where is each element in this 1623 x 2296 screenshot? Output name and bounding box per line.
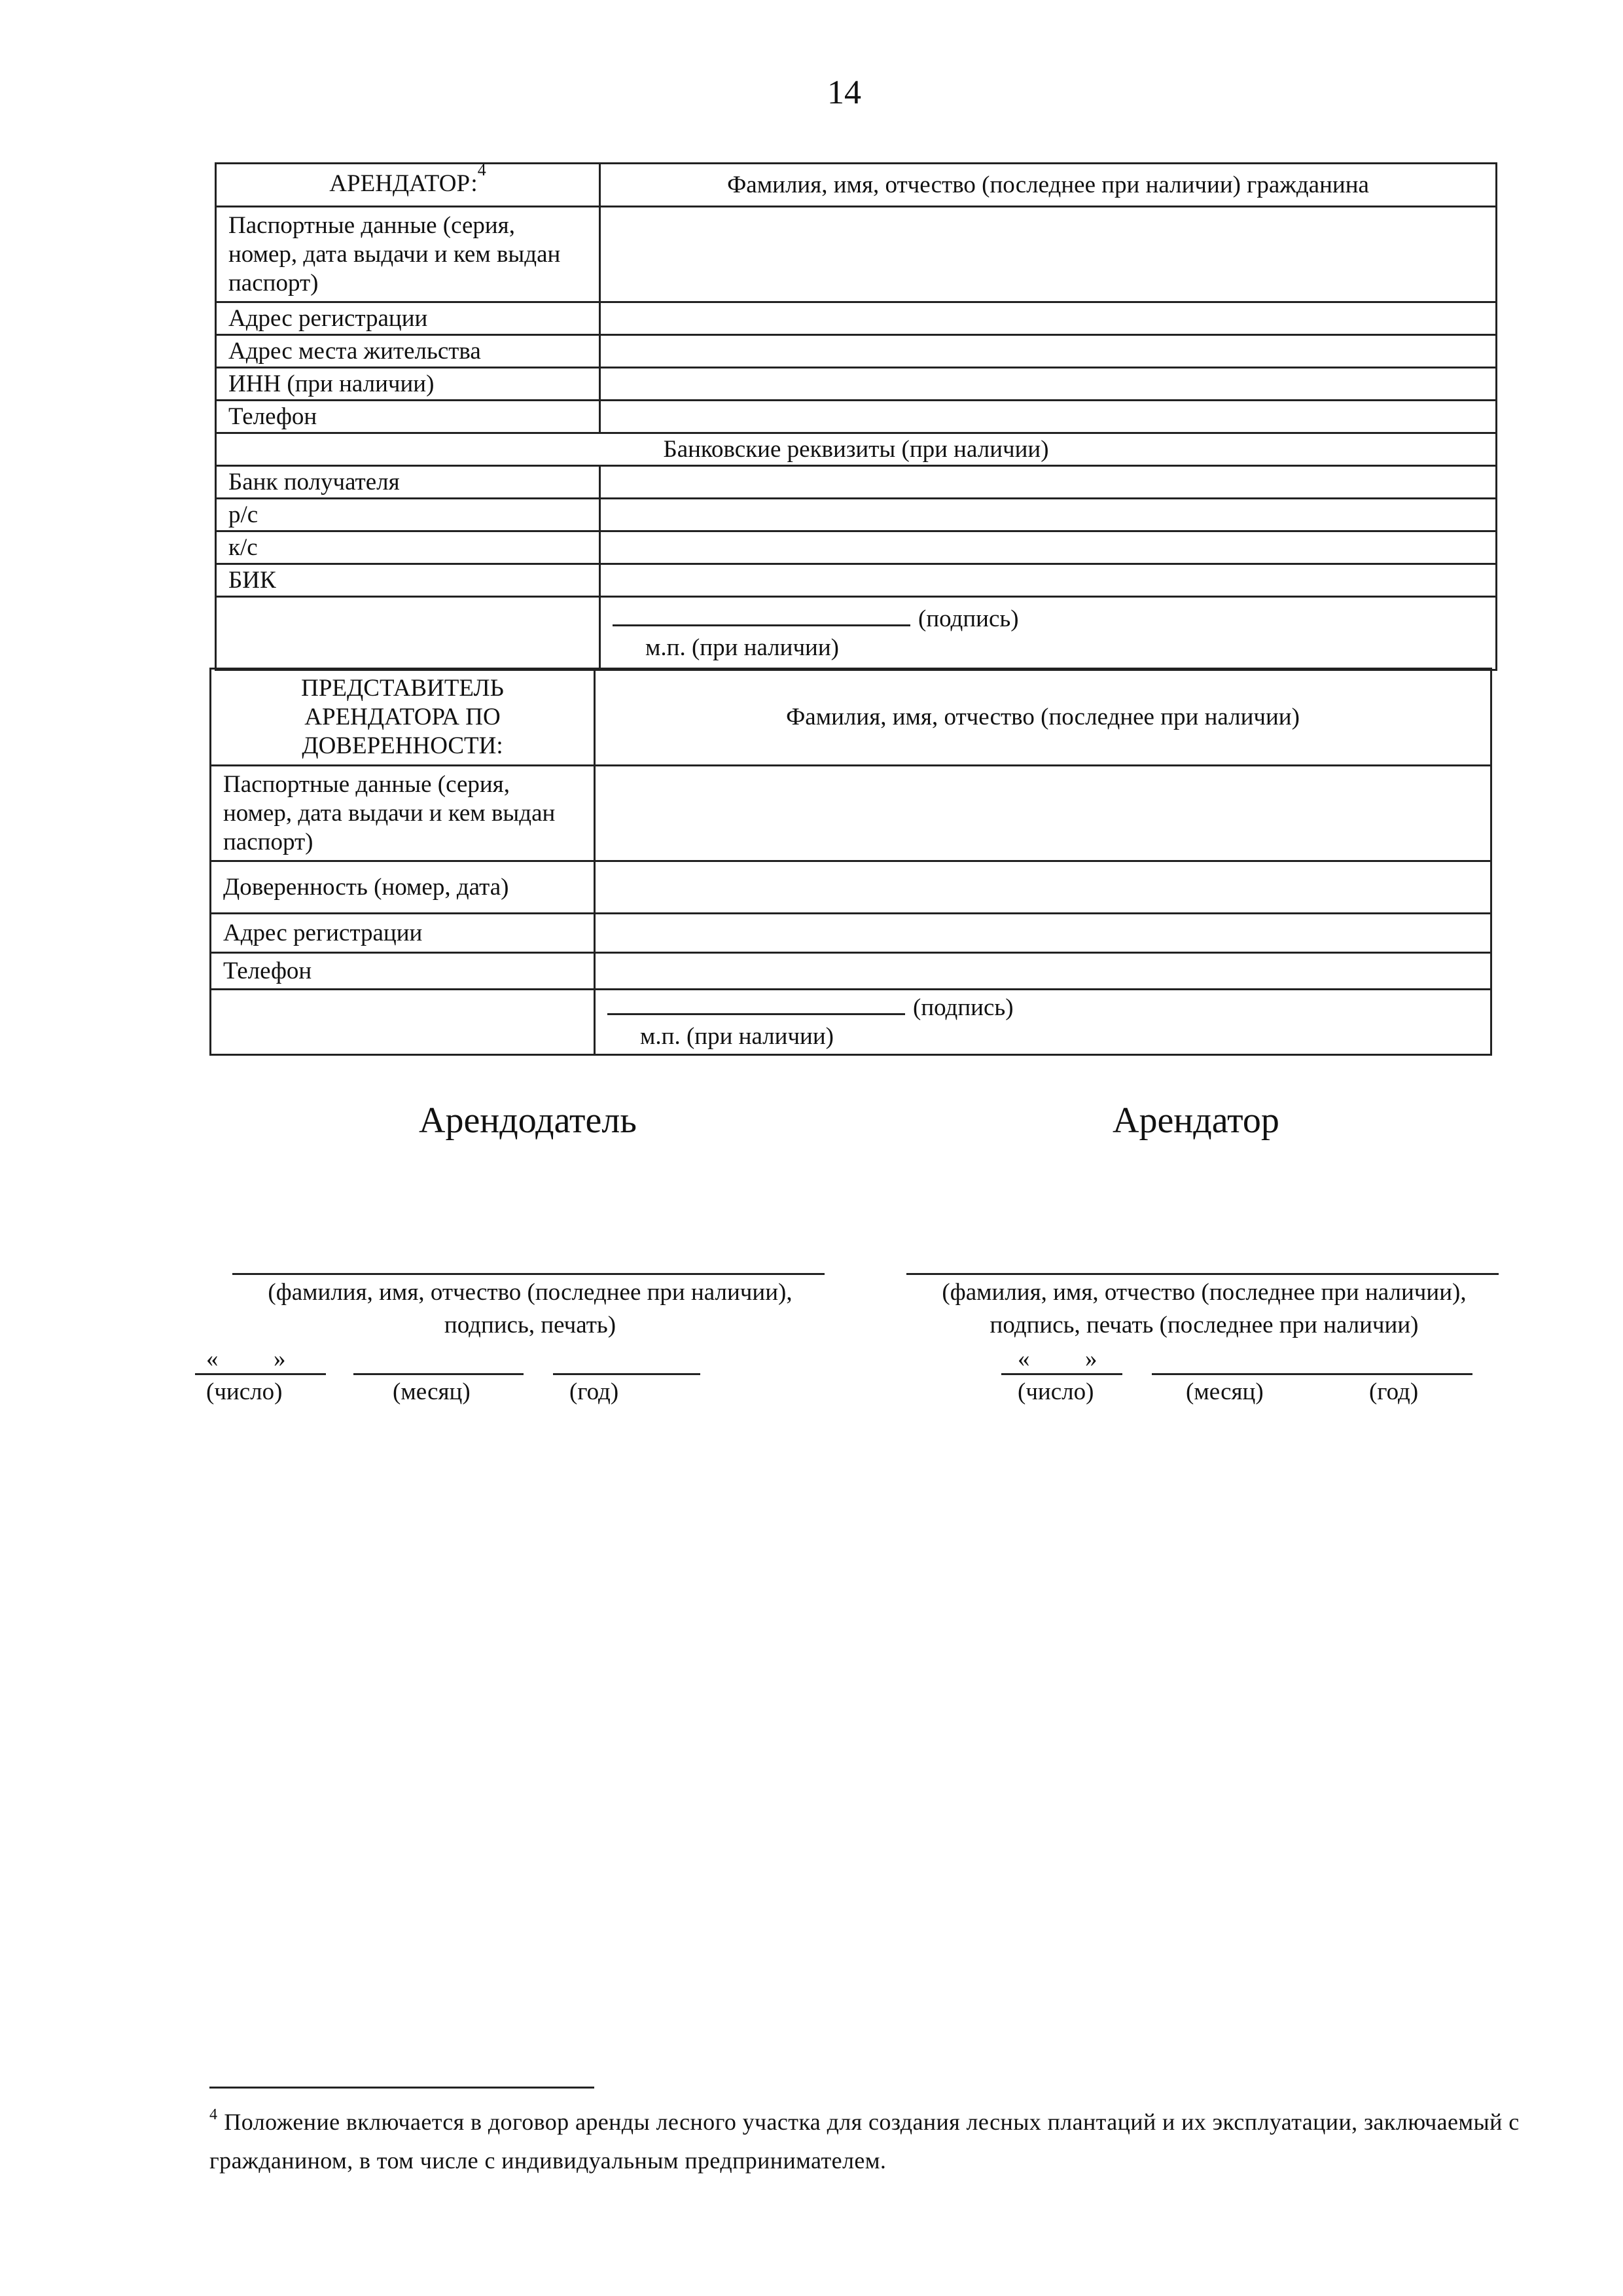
tenant-day-label: (число): [1018, 1378, 1094, 1405]
signature-line: [613, 605, 910, 626]
tenant-details-table: [215, 162, 1497, 671]
landlord-quote-open: «: [206, 1346, 219, 1372]
field-registration-address[interactable]: [600, 302, 1497, 335]
row-label-inn: ИНН (при наличии): [216, 368, 600, 401]
bank-details-header: Банковские реквизиты (при наличии): [216, 433, 1497, 466]
table-row: [211, 766, 1491, 861]
field-inn[interactable]: [600, 368, 1497, 401]
table-row: [216, 207, 1497, 302]
row-label-passport: Паспортные данные (серия, номер, дата выдачи и кем выдан паспорт): [211, 766, 595, 861]
table-row: [216, 531, 1497, 564]
table-row: [211, 914, 1491, 953]
field-passport[interactable]: [600, 207, 1497, 302]
row-label-settlement-account: р/с: [216, 499, 600, 531]
field-rep-passport[interactable]: [595, 766, 1491, 861]
tenant-header-row: [216, 164, 1497, 207]
row-label-residence-address: Адрес места жительства: [216, 335, 600, 368]
table-row: [211, 953, 1491, 990]
representative-fio-header: Фамилия, имя, отчество (последнее при наличии): [595, 669, 1491, 766]
field-rep-phone[interactable]: [595, 953, 1491, 990]
landlord-month-line[interactable]: [353, 1373, 524, 1375]
table-row: [216, 564, 1497, 597]
row-label-bik: БИК: [216, 564, 600, 597]
footnote: [209, 2104, 1525, 2178]
empty-cell: [211, 990, 595, 1055]
footnote-mark: 4: [209, 2106, 218, 2123]
representative-details-table: [209, 668, 1492, 1056]
field-correspondent-account[interactable]: [600, 531, 1497, 564]
signature-label: (подпись): [918, 605, 1019, 632]
row-label-registration-address: Адрес регистрации: [216, 302, 600, 335]
table-row: [216, 401, 1497, 433]
field-rep-registration-address[interactable]: [595, 914, 1491, 953]
table-row: [216, 335, 1497, 368]
tenant-quote-open: «: [1018, 1346, 1030, 1372]
tenant-year-label: (год): [1369, 1378, 1419, 1405]
stamp-label: м.п. (при наличии): [645, 634, 839, 661]
landlord-signature-line[interactable]: [232, 1273, 825, 1275]
tenant-month-year-line[interactable]: [1152, 1373, 1472, 1375]
tenant-party-title: Арендатор: [1113, 1100, 1279, 1141]
table-row: [216, 368, 1497, 401]
tenant-signature-row: [216, 597, 1497, 670]
tenant-signature-line[interactable]: [906, 1273, 1499, 1275]
footnote-separator: [209, 2087, 594, 2089]
row-label-phone: Телефон: [216, 401, 600, 433]
signature-label: (подпись): [913, 994, 1014, 1021]
empty-cell: [216, 597, 600, 670]
landlord-day-line[interactable]: [195, 1373, 326, 1375]
landlord-year-label: (год): [569, 1378, 619, 1405]
landlord-day-label: (число): [206, 1378, 283, 1405]
bank-header-row: [216, 433, 1497, 466]
landlord-month-label: (месяц): [393, 1378, 471, 1405]
tenant-day-line[interactable]: [1001, 1373, 1122, 1375]
tenant-title: АРЕНДАТОР:: [329, 170, 478, 197]
tenant-caption: (фамилия, имя, отчество (последнее при наличии), подпись, печать (последнее при наличии): [942, 1279, 1467, 1338]
field-residence-address[interactable]: [600, 335, 1497, 368]
tenant-month-label: (месяц): [1186, 1378, 1264, 1405]
representative-header-row: [211, 669, 1491, 766]
table-row: [216, 499, 1497, 531]
tenant-fio-header: Фамилия, имя, отчество (последнее при наличии) гражданина: [600, 164, 1497, 207]
landlord-quote-close: »: [274, 1346, 286, 1372]
representative-signature-cell[interactable]: [595, 990, 1491, 1055]
row-label-bank: Банк получателя: [216, 466, 600, 499]
table-row: [211, 861, 1491, 914]
tenant-title-cell: [216, 160, 600, 207]
representative-signature-row: [211, 990, 1491, 1055]
field-phone[interactable]: [600, 401, 1497, 433]
page-number: 14: [827, 74, 861, 111]
row-label-phone: Телефон: [211, 953, 595, 990]
field-settlement-account[interactable]: [600, 499, 1497, 531]
field-bik[interactable]: [600, 564, 1497, 597]
row-label-passport: Паспортные данные (серия, номер, дата выдачи и кем выдан паспорт): [216, 207, 600, 302]
footnote-text: Положение включается в договор аренды лесного участка для создания лесных плантаций и их эксплуатации, заключаемый с гражданином, в том числе с индивидуальным предпринимателем.: [209, 2109, 1520, 2174]
tenant-quote-close: »: [1085, 1346, 1097, 1372]
stamp-label: м.п. (при наличии): [640, 1022, 834, 1050]
field-power-of-attorney[interactable]: [595, 861, 1491, 914]
table-row: [216, 302, 1497, 335]
field-bank[interactable]: [600, 466, 1497, 499]
row-label-correspondent-account: к/с: [216, 531, 600, 564]
landlord-caption: (фамилия, имя, отчество (последнее при наличии), подпись, печать): [268, 1279, 793, 1338]
footnote-reference: 4: [477, 160, 486, 179]
landlord-year-line[interactable]: [553, 1373, 700, 1375]
table-row: [216, 466, 1497, 499]
representative-title: ПРЕДСТАВИТЕЛЬ АРЕНДАТОРА ПО ДОВЕРЕННОСТИ:: [211, 669, 595, 766]
row-label-power-of-attorney: Доверенность (номер, дата): [211, 861, 595, 914]
tenant-signature-cell[interactable]: [600, 597, 1497, 670]
signature-line: [607, 994, 905, 1015]
landlord-title: Арендодатель: [419, 1100, 637, 1141]
row-label-registration-address: Адрес регистрации: [211, 914, 595, 953]
